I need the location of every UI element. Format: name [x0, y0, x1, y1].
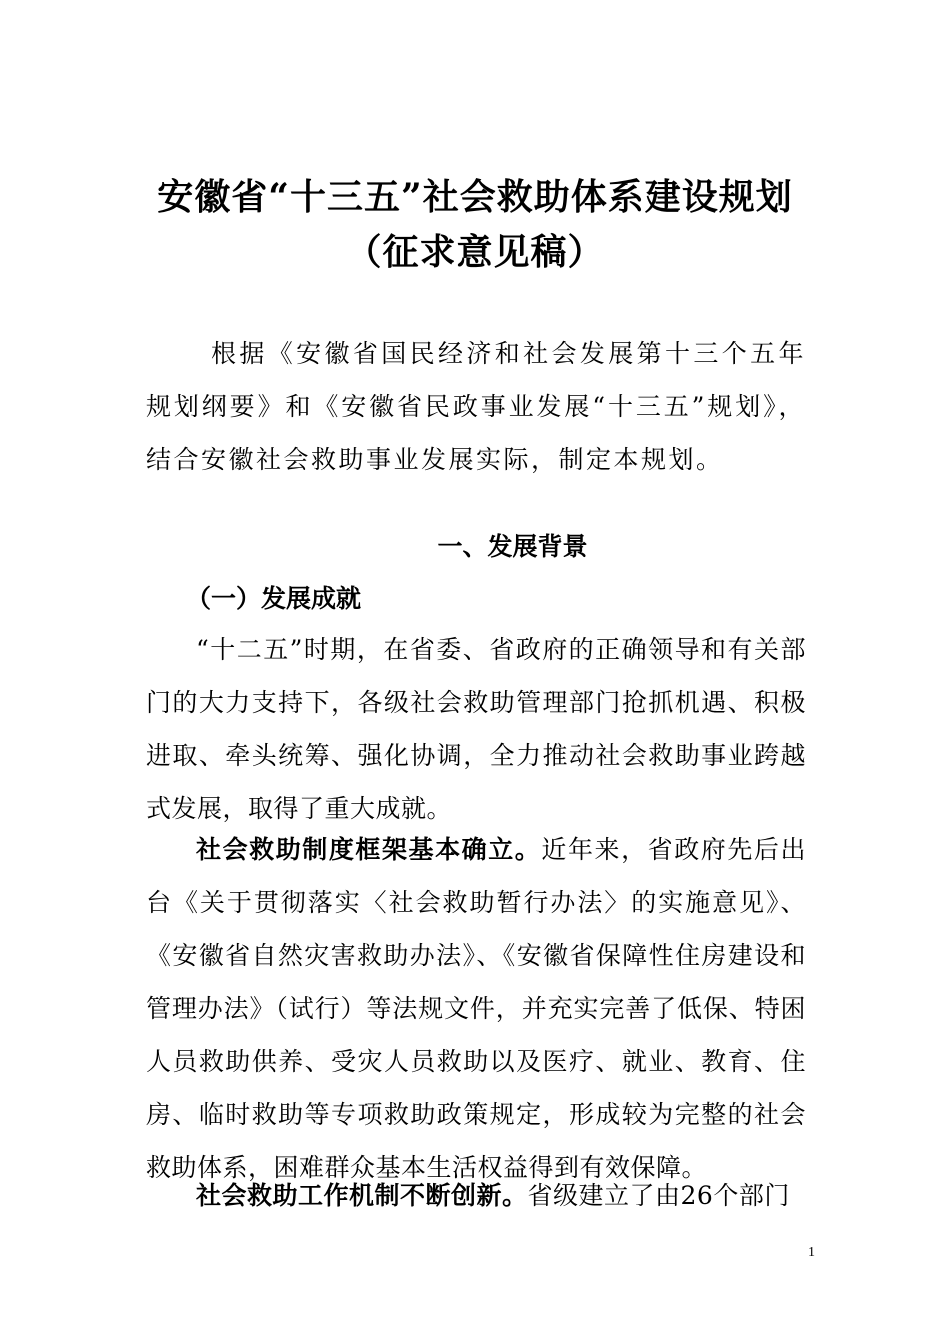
achievements-paragraph: “十二五”时期，在省委、省政府的正确领导和有关部门的大力支持下，各级社会救助管理部门抢抓机遇、积极进取、牵头统筹、强化协调，全力推动社会救助事业跨越式发展，取得了重大成就。 [146, 635, 806, 823]
intro-paragraph: 根据《安徽省国民经济和社会发展第十三个五年规划纲要》和《安徽省民政事业发展“十三五”规划》，结合安徽社会救助事业发展实际，制定本规划。 [146, 339, 806, 474]
system-paragraph-body: 近年来，省政府先后出台《关于贯彻落实〈社会救助暂行办法〉的实施意见》、《安徽省自然灾害救助办法》、《安徽省保障性住房建设和管理办法》（试行）等法规文件，并充实完善了低保、特困人员救助供养、受灾人员救助以及医疗、就业、教育、住房、临时救助等专项救助政策规定，形成较为完整的社会救助体系，困难群众基本生活权益得到有效保障。 [146, 835, 806, 1182]
document-title: 安徽省“十三五”社会救助体系建设规划 [157, 176, 793, 218]
system-paragraph [146, 823, 806, 1194]
system-paragraph-lead: 社会救助制度框架基本确立。 [196, 835, 542, 864]
mechanism-paragraph-body: 省级建立了由26个部门 [527, 1181, 790, 1210]
subsection-heading: （一）发展成就 [186, 584, 362, 613]
page-number: 1 [808, 1245, 815, 1260]
section-heading: 一、发展背景 [437, 532, 588, 561]
mechanism-paragraph [146, 1169, 806, 1222]
document-subtitle: （征求意见稿） [345, 231, 605, 273]
mechanism-paragraph-lead: 社会救助工作机制不断创新。 [196, 1181, 528, 1210]
